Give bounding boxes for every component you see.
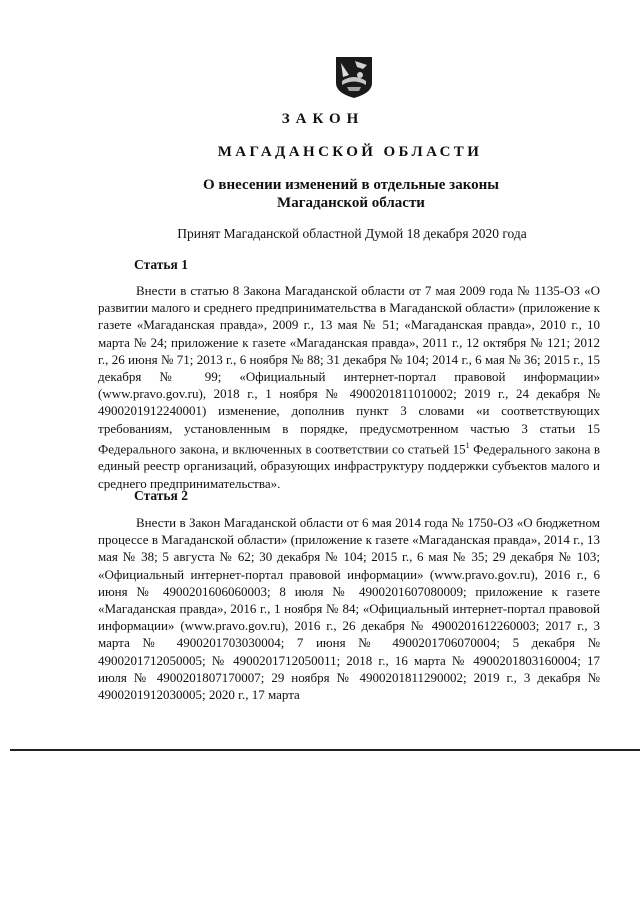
document-title: ЗАКОН: [281, 111, 365, 127]
article-1-text-part-1: Внести в статью 8 Закона Магаданской области от 7 мая 2009 года № 1135-ОЗ «О развитии малого и среднего предпринимательства в Магаданской области» (приложение к газете «Магаданская правда», 2009 г., 13 мая № 51; «Магаданская правда», 2010 г., 10 марта № 24; приложение к газете «Магаданская правда», 2011 г., 12 октября № 121; 2012 г., 26 июня № 71; 2013 г., 6 ноября № 88; 31 декабря № 104; 2014 г., 6 мая № 36; 2015 г., 15 декабря № 99; «Официальный интернет-портал правовой информации» (www.pravo.gov.ru), 2018 г., 1 ноября № 4900201811010002; 2019 г., 24 декабря № 4900201912240001) изменение, дополнив пункт 3 словами «и соответствующих требованиям, установленным в порядке, предусмотренном частью 3 статьи 15 Федерального закона, и включенных в соответствии со статьей 15: [98, 283, 600, 457]
document-region-title: МАГАДАНСКОЙ ОБЛАСТИ: [217, 144, 483, 160]
article-2-heading: Статья 2: [134, 488, 188, 503]
article-1-text: [98, 282, 600, 492]
document-subject: [0, 176, 640, 212]
coat-of-arms-icon: [333, 55, 375, 99]
article-1-superscript: 1: [465, 440, 470, 450]
adoption-note: Принят Магаданской областной Думой 18 декабря 2020 года: [177, 226, 527, 241]
article-1-text-part-2: Федерального закона в единый реестр организаций, образующих инфраструктуру поддержки субъектов малого и среднего предпринимательства».: [98, 441, 600, 491]
subject-line-2: Магаданской области: [277, 195, 425, 211]
page-divider: [10, 749, 640, 751]
subject-line-1: О внесении изменений в отдельные законы: [203, 177, 499, 193]
article-2-text: Внести в Закон Магаданской области от 6 мая 2014 года № 1750-ОЗ «О бюджетном процессе в Магаданской области» (приложение к газете «Магаданская правда», 2014 г., 13 мая № 38; 5 августа № 62; 30 декабря № 104; 2015 г., 6 мая № 35; 29 декабря № 103; «Официальный интернет-портал правовой информации» (www.pravo.gov.ru), 2016 г., 6 июня № 4900201606060003; 8 июля № 4900201607080009; приложение к газете «Магаданская правда», 2016 г., 1 ноября № 84; «Официальный интернет-портал правовой информации» (www.pravo.gov.ru), 2016 г., 26 декабря № 4900201612260003; 2017 г., 3 марта № 4900201703030004; 7 июня № 4900201706070004; 5 декабря № 4900201712050005; № 4900201712050011; 2018 г., 16 марта № 4900201803160004; 17 июля № 4900201807170007; 29 ноября № 4900201811290002; 2019 г., 3 декабря № 4900201912030005; 2020 г., 17 марта: [98, 515, 600, 703]
article-1-heading: Статья 1: [134, 257, 188, 272]
